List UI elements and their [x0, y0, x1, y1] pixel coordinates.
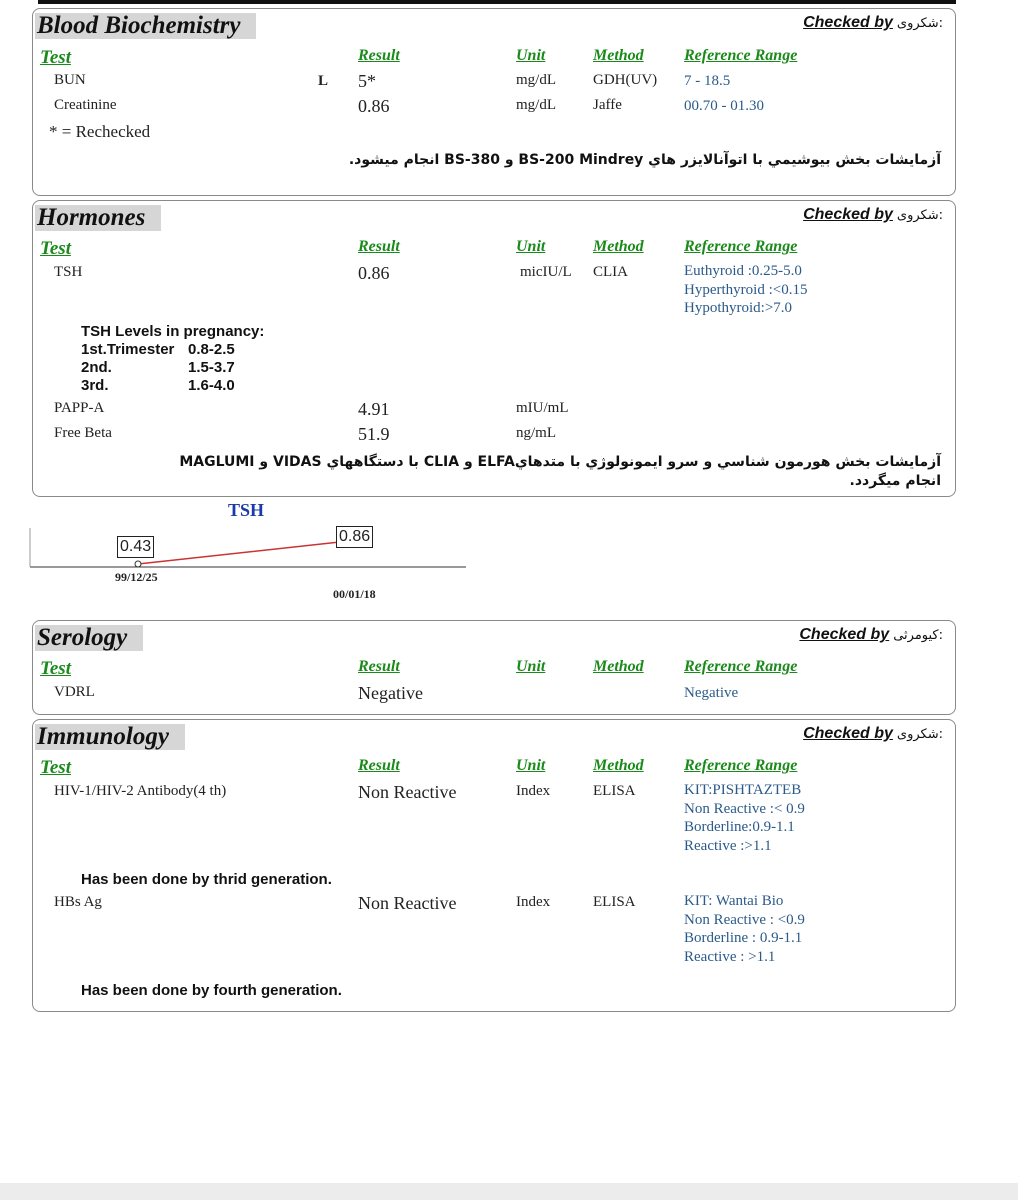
reference-range: 00.70 - 01.30 — [684, 98, 764, 114]
header-reference-range: Reference Range — [684, 238, 798, 255]
test-name: TSH — [54, 264, 83, 280]
checked-by-name: کیومرثی: — [893, 628, 943, 643]
persian-note: آزمايشات بخش بيوشيمي با اتوآنالايزر هاي BS-200 Mindrey و BS-380 انجام ميشود. — [348, 152, 941, 168]
header-result: Result — [358, 658, 400, 675]
x-tick-label: 99/12/25 — [115, 570, 158, 584]
header-reference-range: Reference Range — [684, 47, 798, 64]
section-hormones — [32, 200, 956, 497]
checked-by-label: Checked by — [803, 14, 893, 31]
pregnancy-value: 0.8-2.5 — [188, 341, 235, 358]
unit: mg/dL — [516, 97, 556, 113]
header-unit: Unit — [516, 658, 546, 675]
generation-note: Has been done by fourth generation. — [81, 982, 342, 999]
data-label: 0.43 — [117, 536, 154, 558]
result-value: 0.86 — [358, 96, 390, 116]
reference-line: Non Reactive :< 0.9 — [684, 800, 805, 817]
unit: Index — [516, 894, 551, 910]
result-value: Non Reactive — [358, 782, 457, 802]
section-title: Hormones — [35, 205, 161, 231]
test-name: VDRL — [54, 684, 95, 700]
result-value: 4.91 — [358, 399, 390, 419]
generation-note: Has been done by thrid generation. — [81, 871, 332, 888]
top-border — [38, 0, 956, 4]
bottom-bar — [0, 1183, 1018, 1200]
header-test: Test — [40, 757, 71, 778]
rechecked-note: * = Rechecked — [49, 122, 151, 141]
header-reference-range: Reference Range — [684, 757, 798, 774]
checked-by-name: شکروی: — [896, 208, 943, 223]
reference-range — [684, 781, 805, 855]
pregnancy-levels-title: TSH Levels in pregnancy: — [81, 323, 265, 340]
unit: Index — [516, 783, 551, 799]
reference-line: Euthyroid :0.25-5.0 — [684, 263, 802, 279]
header-method: Method — [593, 238, 644, 255]
reference-range: 7 - 18.5 — [684, 73, 731, 89]
pregnancy-label: 2nd. — [81, 359, 112, 376]
section-blood-biochemistry — [32, 8, 956, 196]
section-title: Immunology — [35, 724, 185, 750]
checked-by-name: شکروی: — [896, 16, 943, 31]
header-test: Test — [40, 658, 71, 679]
reference-line: Hyperthyroid :<0.15 — [684, 281, 808, 298]
header-method: Method — [593, 658, 644, 675]
result-value: Non Reactive — [358, 893, 457, 913]
header-method: Method — [593, 757, 644, 774]
persian-note: آزمايشات بخش هورمون شناسي و سرو ايمونولوژي با متدهايELFA و CLIA با دستگاههاي VIDAS و MAGLUMI — [179, 454, 941, 470]
flag-low: L — [318, 73, 329, 89]
pregnancy-label: 1st.Trimester — [81, 341, 175, 358]
reference-line: Borderline : 0.9-1.1 — [684, 930, 803, 946]
persian-note: انجام ميگردد. — [849, 473, 941, 489]
chart-title: TSH — [228, 500, 265, 520]
method: ELISA — [593, 783, 636, 799]
section-title: Serology — [35, 625, 143, 651]
reference-line: Borderline:0.9-1.1 — [684, 819, 795, 835]
test-name: Creatinine — [54, 97, 117, 113]
test-name: HIV-1/HIV-2 Antibody(4 th) — [54, 783, 227, 799]
unit: ng/mL — [516, 425, 556, 441]
reference-line: KIT:PISHTAZTEB — [684, 782, 802, 798]
reference-line: Reactive :>1.1 — [684, 837, 772, 854]
result-value: 51.9 — [358, 424, 390, 444]
method: ELISA — [593, 894, 636, 910]
reference-range — [684, 262, 807, 318]
header-unit: Unit — [516, 238, 546, 255]
chart-plot — [0, 498, 500, 608]
checked-by-name: شکروی: — [896, 727, 943, 742]
section-serology — [32, 620, 956, 715]
reference-line: Non Reactive : <0.9 — [684, 911, 805, 928]
checked-by — [803, 14, 943, 32]
series-line-tsh — [138, 540, 358, 564]
header-result: Result — [358, 757, 400, 774]
header-test: Test — [40, 47, 71, 68]
checked-by-label: Checked by — [799, 626, 890, 643]
reference-range — [684, 892, 805, 966]
header-method: Method — [593, 47, 644, 64]
checked-by-label: Checked by — [803, 725, 893, 742]
test-name: PAPP-A — [54, 400, 105, 416]
result-value: 0.86 — [358, 263, 390, 283]
header-result: Result — [358, 47, 400, 64]
tsh-chart — [0, 498, 500, 608]
header-result: Result — [358, 238, 400, 255]
section-title: Blood Biochemistry — [35, 13, 256, 39]
checked-by — [799, 626, 943, 644]
unit: micIU/L — [520, 264, 572, 280]
section-immunology — [32, 719, 956, 1012]
checked-by-label: Checked by — [803, 206, 893, 223]
reference-line: Reactive : >1.1 — [684, 948, 776, 965]
checked-by — [803, 725, 943, 743]
test-name: Free Beta — [54, 425, 112, 441]
reference-line: Hypothyroid:>7.0 — [684, 300, 793, 316]
result-value: Negative — [358, 683, 423, 703]
data-point — [135, 561, 141, 567]
data-label: 0.86 — [336, 526, 373, 548]
header-test: Test — [40, 238, 71, 259]
header-unit: Unit — [516, 47, 546, 64]
test-name: BUN — [54, 72, 86, 88]
unit: mIU/mL — [516, 400, 569, 416]
method: Jaffe — [593, 97, 622, 113]
method: GDH(UV) — [593, 72, 658, 88]
pregnancy-value: 1.5-3.7 — [188, 359, 235, 376]
pregnancy-label: 3rd. — [81, 377, 109, 394]
test-name: HBs Ag — [54, 894, 102, 910]
reference-range: Negative — [684, 685, 739, 701]
result-value: 5* — [358, 71, 376, 91]
method: CLIA — [593, 264, 628, 280]
unit: mg/dL — [516, 72, 556, 88]
checked-by — [803, 206, 943, 224]
x-tick-label: 00/01/18 — [333, 587, 376, 601]
pregnancy-value: 1.6-4.0 — [188, 377, 235, 394]
header-reference-range: Reference Range — [684, 658, 798, 675]
header-unit: Unit — [516, 757, 546, 774]
reference-line: KIT: Wantai Bio — [684, 893, 784, 909]
